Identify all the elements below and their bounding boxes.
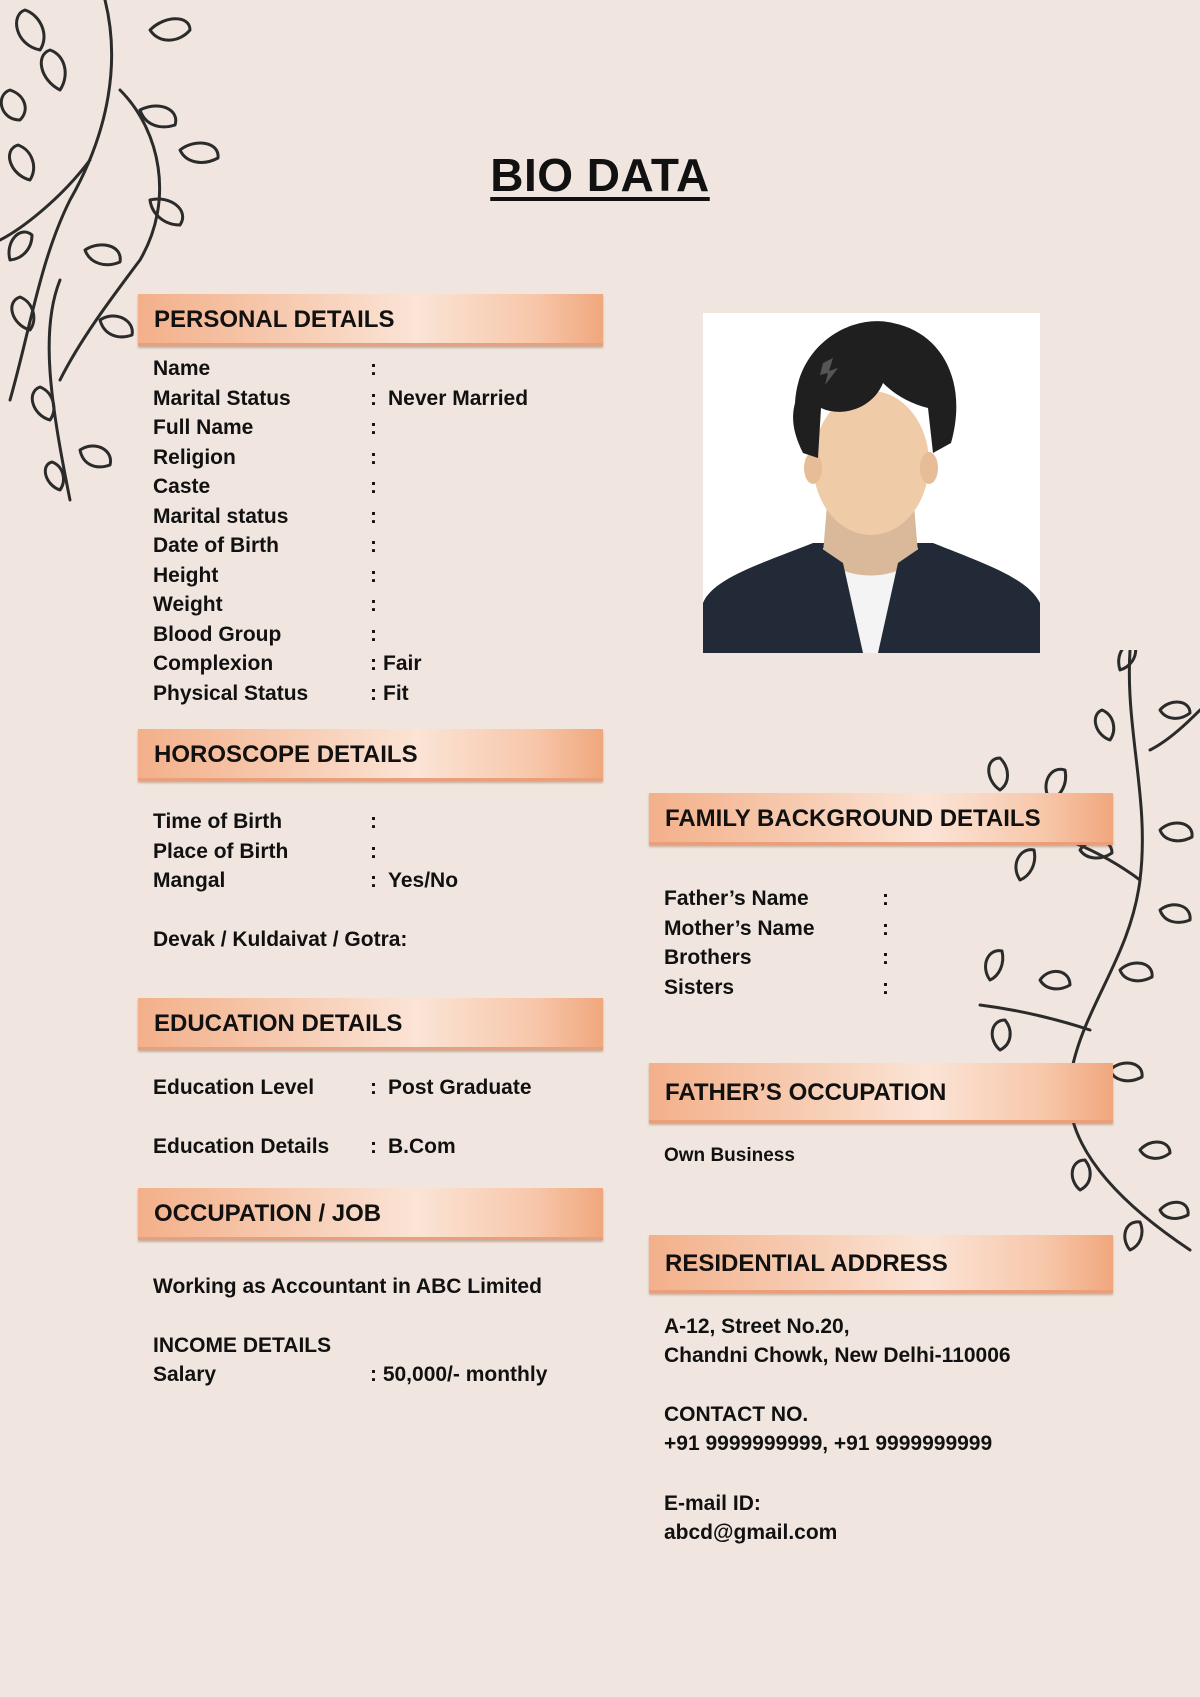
row-label: Education Details	[153, 1135, 330, 1158]
personal-row-name	[153, 354, 623, 384]
horoscope-row-place-of-birth	[153, 837, 623, 867]
row-label: Caste	[153, 475, 211, 498]
row-label: Marital Status	[153, 386, 291, 410]
row-colon: :	[882, 946, 889, 969]
personal-row-full-name	[153, 413, 623, 443]
personal-row-religion	[153, 443, 623, 473]
row-label: Name	[153, 357, 211, 380]
email-label: E-mail ID:	[664, 1492, 761, 1515]
horoscope-details-header: HOROSCOPE DETAILS	[138, 729, 603, 781]
row-label: Religion	[153, 445, 236, 469]
row-colon: :	[882, 975, 889, 999]
row-label: Complexion	[153, 652, 274, 675]
row-value: Fair	[383, 652, 422, 675]
personal-row-height	[153, 561, 623, 591]
row-colon: :	[370, 534, 377, 557]
row-colon: :	[370, 593, 377, 616]
row-colon: :	[370, 839, 377, 863]
row-colon: :	[370, 810, 377, 833]
row-colon: :	[370, 869, 377, 892]
horoscope-row-time-of-birth	[153, 807, 623, 837]
email-value: abcd@gmail.com	[664, 1521, 838, 1544]
salary-label: Salary	[153, 1363, 217, 1386]
address-line-1: A-12, Street No.20,	[664, 1315, 850, 1338]
personal-row-date-of-birth	[153, 531, 623, 561]
family-row-brothers	[664, 943, 1084, 973]
family-details-list	[664, 884, 1084, 1002]
personal-row-physical-status	[153, 679, 623, 709]
row-value: Yes/No	[388, 869, 459, 892]
family-row-father-name	[664, 884, 1084, 914]
profile-avatar-icon	[703, 313, 1040, 653]
income-details-header: INCOME DETAILS	[153, 1334, 332, 1357]
row-colon: :	[370, 652, 377, 675]
row-label: Blood Group	[153, 622, 282, 646]
contact-value: +91 9999999999, +91 9999999999	[664, 1432, 993, 1455]
personal-row-marital-status	[153, 384, 623, 414]
occupation-job: Working as Accountant in ABC Limited	[153, 1275, 542, 1298]
row-label: Weight	[153, 593, 223, 616]
row-value: Post Graduate	[388, 1076, 532, 1099]
education-row-details	[153, 1132, 623, 1162]
row-value: B.Com	[388, 1135, 456, 1158]
personal-row-caste	[153, 472, 623, 502]
family-row-sisters	[664, 973, 1084, 1003]
gotra-label: Devak / Kuldaivat / Gotra:	[153, 928, 408, 951]
family-background-header: FAMILY BACKGROUND DETAILS	[649, 793, 1113, 845]
row-label: Education Level	[153, 1076, 315, 1099]
row-label: Height	[153, 563, 219, 587]
residential-address-header: RESIDENTIAL ADDRESS	[649, 1235, 1113, 1293]
row-label: Brothers	[664, 946, 752, 969]
father-occupation-value: Own Business	[664, 1145, 795, 1166]
salary-value: : 50,000/- monthly	[370, 1363, 548, 1386]
row-label: Physical Status	[153, 681, 309, 705]
row-colon: :	[370, 1135, 377, 1158]
row-value: Never Married	[388, 386, 529, 410]
row-colon: :	[370, 504, 377, 528]
row-label: Marital status	[153, 504, 289, 528]
row-colon: :	[370, 622, 377, 646]
horoscope-details-list	[153, 807, 623, 896]
address-line-2: Chandni Chowk, New Delhi-110006	[664, 1344, 1011, 1367]
personal-row-complexion	[153, 649, 623, 679]
row-colon: :	[370, 563, 377, 587]
education-row-level	[153, 1073, 623, 1103]
profile-photo	[703, 313, 1040, 653]
row-label: Mangal	[153, 869, 226, 892]
row-label: Mother’s Name	[664, 916, 815, 940]
row-colon: :	[370, 475, 377, 498]
contact-label: CONTACT NO.	[664, 1403, 809, 1426]
personal-row-blood-group	[153, 620, 623, 650]
education-details-header: EDUCATION DETAILS	[138, 998, 603, 1050]
row-label: Full Name	[153, 416, 254, 439]
row-colon: :	[370, 386, 377, 410]
row-value: Fit	[383, 681, 409, 705]
row-colon: :	[370, 681, 377, 705]
row-colon: :	[370, 357, 377, 380]
row-colon: :	[370, 445, 377, 469]
row-colon: :	[882, 916, 889, 940]
education-details-list-2	[153, 1132, 623, 1162]
personal-details-header: PERSONAL DETAILS	[138, 294, 603, 346]
row-label: Date of Birth	[153, 534, 279, 557]
personal-row-marital-status-2	[153, 502, 623, 532]
row-label: Time of Birth	[153, 810, 283, 833]
row-colon: :	[370, 416, 377, 439]
occupation-header: OCCUPATION / JOB	[138, 1188, 603, 1240]
row-label: Place of Birth	[153, 839, 289, 863]
row-label: Father’s Name	[664, 887, 809, 910]
row-colon: :	[370, 1076, 377, 1099]
personal-row-weight	[153, 590, 623, 620]
father-occupation-header: FATHER’S OCCUPATION	[649, 1063, 1113, 1123]
education-details-list	[153, 1073, 623, 1103]
horoscope-row-mangal	[153, 866, 623, 896]
row-label: Sisters	[664, 975, 735, 999]
family-row-mother-name	[664, 914, 1084, 944]
personal-details-list	[153, 354, 623, 708]
row-colon: :	[882, 887, 889, 910]
page-title: BIO DATA	[490, 149, 710, 201]
